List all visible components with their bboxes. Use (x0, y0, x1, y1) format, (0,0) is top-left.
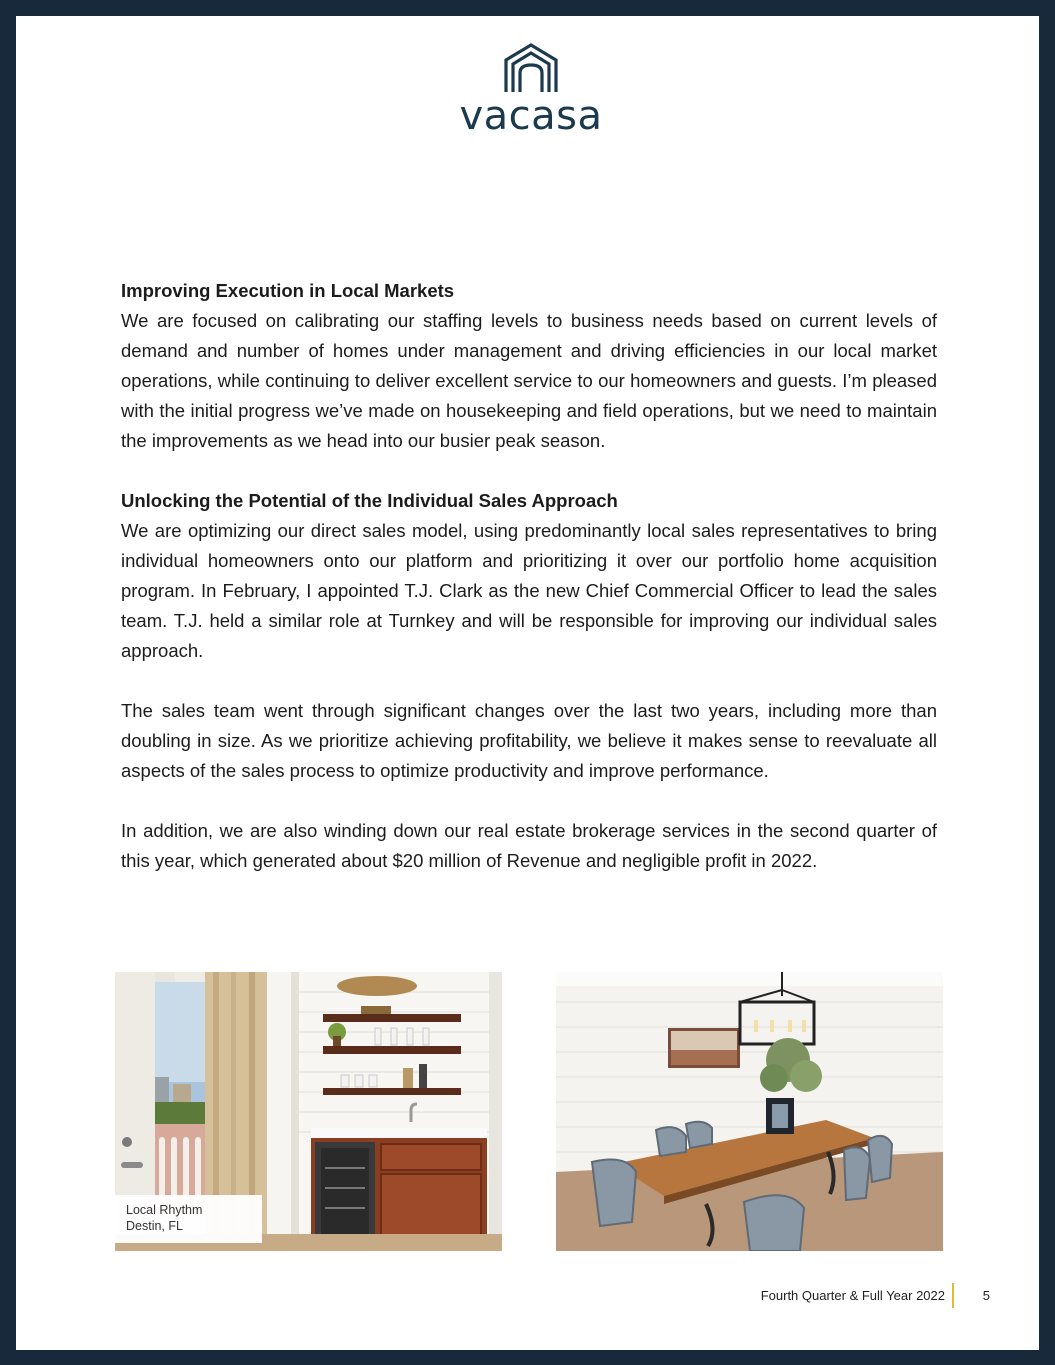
section-heading: Unlocking the Potential of the Individual Sales Approach (121, 490, 618, 511)
house-logo-icon (502, 42, 560, 94)
caption-property-name: Local Rhythm (126, 1203, 203, 1217)
paragraph: In addition, we are also winding down our real estate brokerage services in the second quarter of this year, which generated about $20 million of Revenue and negligible profit in 2022. (121, 820, 937, 871)
page-number: 5 (982, 1288, 990, 1303)
caption-location: Destin, FL (126, 1219, 183, 1233)
footer-divider (952, 1283, 954, 1308)
photo-caption (115, 1195, 262, 1243)
brand-logo[interactable] (446, 42, 616, 139)
paragraph: We are optimizing our direct sales model, using predominantly local sales representatives to bring individual homeowners onto our platform and prioritizing it over our portfolio home acquisition program. In February, I appointed T.J. Clark as the new Chief Commercial Officer to lead the sales team. T.J. held a similar role at Turnkey and will be responsible for improving our individual sales approach. (121, 520, 937, 661)
dining-room-photo (556, 972, 943, 1251)
letter-body (121, 276, 937, 876)
section-heading: Improving Execution in Local Markets (121, 280, 455, 301)
paragraph: The sales team went through significant changes over the last two years, including more than doubling in size. As we prioritize achieving profitability, we believe it makes sense to reevaluate all aspects of the sales process to optimize productivity and improve performance. (121, 700, 937, 781)
paragraph: We are focused on calibrating our staffing levels to business needs based on current levels of demand and number of homes under management and driving efficiencies in our local market operations, while continuing to deliver excellent service to our homeowners and guests. I’m pleased with the initial progress we’ve made on housekeeping and field operations, but we need to maintain the improvements as we head into our busier peak season. (121, 310, 937, 451)
page-footer (616, 1280, 996, 1308)
brand-wordmark: vacasa (459, 93, 603, 139)
report-label: Fourth Quarter & Full Year 2022 (760, 1288, 945, 1303)
report-page (16, 16, 1039, 1350)
wet-bar-photo (115, 972, 502, 1251)
